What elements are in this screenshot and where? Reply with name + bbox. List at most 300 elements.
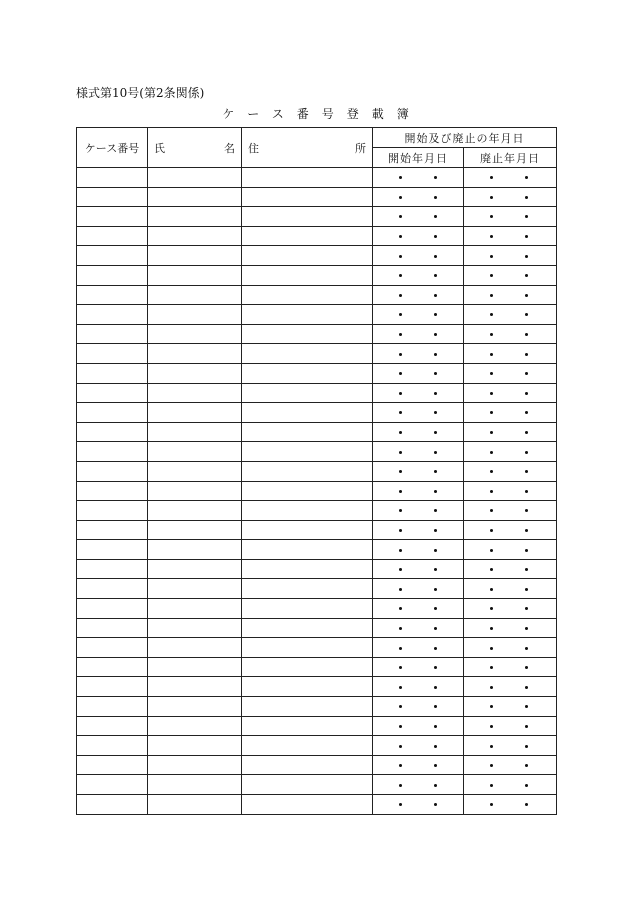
- date-separator-dot: [399, 745, 402, 748]
- register-row: [77, 168, 557, 188]
- date-separator-dot: [490, 549, 493, 552]
- name-cell: [148, 657, 242, 677]
- date-separator-dot: [434, 235, 437, 238]
- name-cell: [148, 795, 242, 815]
- date-separator-dot: [525, 745, 528, 748]
- case-number-cell: [77, 344, 148, 364]
- end-date-cell: [464, 403, 557, 423]
- date-separator-dot: [525, 255, 528, 258]
- date-separator-dot: [525, 490, 528, 493]
- date-separator-dot: [434, 705, 437, 708]
- register-row: [77, 520, 557, 540]
- date-separator-dot: [525, 333, 528, 336]
- date-separator-dot: [434, 255, 437, 258]
- end-date-cell: [464, 540, 557, 560]
- case-number-cell: [77, 540, 148, 560]
- address-cell: [242, 305, 373, 325]
- address-cell: [242, 285, 373, 305]
- address-cell: [242, 246, 373, 266]
- date-separator-dot: [490, 392, 493, 395]
- end-date-cell: [464, 501, 557, 521]
- register-body: [77, 168, 557, 815]
- address-cell: [242, 501, 373, 521]
- start-date-cell: [373, 697, 464, 717]
- register-row: [77, 618, 557, 638]
- date-separator-dot: [399, 196, 402, 199]
- date-separator-dot: [399, 274, 402, 277]
- register-row: [77, 461, 557, 481]
- start-date-cell: [373, 736, 464, 756]
- date-separator-dot: [525, 235, 528, 238]
- start-date-cell: [373, 207, 464, 227]
- name-cell: [148, 324, 242, 344]
- name-cell: [148, 305, 242, 325]
- date-separator-dot: [490, 255, 493, 258]
- date-separator-dot: [399, 353, 402, 356]
- date-separator-dot: [399, 411, 402, 414]
- name-cell: [148, 540, 242, 560]
- start-date-cell: [373, 305, 464, 325]
- end-date-cell: [464, 285, 557, 305]
- start-date-cell: [373, 461, 464, 481]
- date-separator-dot: [525, 686, 528, 689]
- address-cell: [242, 344, 373, 364]
- register-row: [77, 285, 557, 305]
- header-period-group: 開始及び廃止の年月日: [373, 128, 557, 148]
- date-separator-dot: [434, 686, 437, 689]
- end-date-cell: [464, 775, 557, 795]
- date-separator-dot: [490, 313, 493, 316]
- date-separator-dot: [434, 627, 437, 630]
- date-separator-dot: [434, 392, 437, 395]
- address-cell: [242, 226, 373, 246]
- name-cell: [148, 599, 242, 619]
- register-row: [77, 775, 557, 795]
- date-separator-dot: [525, 470, 528, 473]
- case-number-cell: [77, 422, 148, 442]
- end-date-cell: [464, 736, 557, 756]
- address-cell: [242, 363, 373, 383]
- address-cell: [242, 540, 373, 560]
- date-separator-dot: [525, 451, 528, 454]
- date-separator-dot: [525, 705, 528, 708]
- address-cell: [242, 657, 373, 677]
- date-separator-dot: [399, 215, 402, 218]
- header-address-left: 住: [248, 141, 259, 155]
- address-cell: [242, 736, 373, 756]
- name-cell: [148, 207, 242, 227]
- date-separator-dot: [525, 607, 528, 610]
- address-cell: [242, 677, 373, 697]
- address-cell: [242, 207, 373, 227]
- name-cell: [148, 501, 242, 521]
- case-number-cell: [77, 403, 148, 423]
- register-row: [77, 716, 557, 736]
- address-cell: [242, 168, 373, 188]
- start-date-cell: [373, 481, 464, 501]
- date-separator-dot: [525, 627, 528, 630]
- start-date-cell: [373, 168, 464, 188]
- address-cell: [242, 520, 373, 540]
- register-row: [77, 422, 557, 442]
- start-date-cell: [373, 501, 464, 521]
- address-cell: [242, 795, 373, 815]
- date-separator-dot: [490, 529, 493, 532]
- case-number-cell: [77, 716, 148, 736]
- name-cell: [148, 461, 242, 481]
- date-separator-dot: [399, 372, 402, 375]
- address-cell: [242, 461, 373, 481]
- date-separator-dot: [490, 666, 493, 669]
- date-separator-dot: [434, 411, 437, 414]
- address-cell: [242, 716, 373, 736]
- header-name: [148, 128, 242, 168]
- register-row: [77, 579, 557, 599]
- date-separator-dot: [434, 666, 437, 669]
- address-cell: [242, 324, 373, 344]
- end-date-cell: [464, 187, 557, 207]
- date-separator-dot: [399, 235, 402, 238]
- date-separator-dot: [434, 294, 437, 297]
- header-end-date: 廃止年月日: [464, 148, 557, 168]
- name-cell: [148, 638, 242, 658]
- date-separator-dot: [399, 627, 402, 630]
- register-row: [77, 207, 557, 227]
- address-cell: [242, 638, 373, 658]
- end-date-cell: [464, 207, 557, 227]
- date-separator-dot: [490, 451, 493, 454]
- address-cell: [242, 442, 373, 462]
- date-separator-dot: [490, 176, 493, 179]
- date-separator-dot: [490, 431, 493, 434]
- date-separator-dot: [490, 647, 493, 650]
- name-cell: [148, 285, 242, 305]
- date-separator-dot: [399, 705, 402, 708]
- end-date-cell: [464, 363, 557, 383]
- date-separator-dot: [434, 470, 437, 473]
- address-cell: [242, 403, 373, 423]
- form-number-label: 様式第10号(第2条関係): [76, 86, 205, 100]
- date-separator-dot: [490, 588, 493, 591]
- start-date-cell: [373, 363, 464, 383]
- date-separator-dot: [399, 451, 402, 454]
- register-row: [77, 795, 557, 815]
- register-row: [77, 599, 557, 619]
- date-separator-dot: [490, 568, 493, 571]
- case-number-cell: [77, 520, 148, 540]
- date-separator-dot: [434, 803, 437, 806]
- register-row: [77, 481, 557, 501]
- address-cell: [242, 618, 373, 638]
- header-case-number: ケース番号: [77, 128, 148, 168]
- date-separator-dot: [525, 196, 528, 199]
- register-row: [77, 344, 557, 364]
- name-cell: [148, 697, 242, 717]
- date-separator-dot: [490, 235, 493, 238]
- start-date-cell: [373, 599, 464, 619]
- case-number-cell: [77, 226, 148, 246]
- name-cell: [148, 481, 242, 501]
- end-date-cell: [464, 422, 557, 442]
- date-separator-dot: [490, 294, 493, 297]
- name-cell: [148, 520, 242, 540]
- date-separator-dot: [490, 803, 493, 806]
- date-separator-dot: [434, 647, 437, 650]
- date-separator-dot: [525, 176, 528, 179]
- name-cell: [148, 579, 242, 599]
- date-separator-dot: [490, 196, 493, 199]
- case-number-cell: [77, 383, 148, 403]
- case-number-cell: [77, 599, 148, 619]
- date-separator-dot: [399, 803, 402, 806]
- date-separator-dot: [490, 274, 493, 277]
- date-separator-dot: [490, 490, 493, 493]
- date-separator-dot: [399, 529, 402, 532]
- end-date-cell: [464, 638, 557, 658]
- date-separator-dot: [525, 392, 528, 395]
- name-cell: [148, 755, 242, 775]
- start-date-cell: [373, 618, 464, 638]
- date-separator-dot: [399, 607, 402, 610]
- name-cell: [148, 226, 242, 246]
- date-separator-dot: [399, 725, 402, 728]
- date-separator-dot: [525, 647, 528, 650]
- date-separator-dot: [525, 215, 528, 218]
- date-separator-dot: [399, 392, 402, 395]
- address-cell: [242, 599, 373, 619]
- case-number-cell: [77, 795, 148, 815]
- date-separator-dot: [490, 372, 493, 375]
- start-date-cell: [373, 559, 464, 579]
- register-row: [77, 442, 557, 462]
- case-number-cell: [77, 677, 148, 697]
- name-cell: [148, 618, 242, 638]
- start-date-cell: [373, 187, 464, 207]
- name-cell: [148, 422, 242, 442]
- case-number-cell: [77, 579, 148, 599]
- date-separator-dot: [490, 607, 493, 610]
- register-row: [77, 305, 557, 325]
- date-separator-dot: [434, 176, 437, 179]
- end-date-cell: [464, 168, 557, 188]
- case-number-cell: [77, 363, 148, 383]
- date-separator-dot: [490, 745, 493, 748]
- name-cell: [148, 187, 242, 207]
- end-date-cell: [464, 795, 557, 815]
- header-name-left: 氏: [154, 141, 165, 155]
- start-date-cell: [373, 442, 464, 462]
- case-number-cell: [77, 285, 148, 305]
- date-separator-dot: [490, 215, 493, 218]
- date-separator-dot: [434, 509, 437, 512]
- register-row: [77, 677, 557, 697]
- end-date-cell: [464, 481, 557, 501]
- date-separator-dot: [490, 470, 493, 473]
- register-row: [77, 265, 557, 285]
- name-cell: [148, 246, 242, 266]
- date-separator-dot: [490, 686, 493, 689]
- date-separator-dot: [490, 411, 493, 414]
- end-date-cell: [464, 246, 557, 266]
- date-separator-dot: [525, 784, 528, 787]
- date-separator-dot: [399, 784, 402, 787]
- date-separator-dot: [399, 176, 402, 179]
- register-row: [77, 403, 557, 423]
- register-row: [77, 363, 557, 383]
- date-separator-dot: [434, 333, 437, 336]
- start-date-cell: [373, 520, 464, 540]
- end-date-cell: [464, 657, 557, 677]
- date-separator-dot: [525, 372, 528, 375]
- header-start-date: 開始年月日: [373, 148, 464, 168]
- end-date-cell: [464, 226, 557, 246]
- case-number-cell: [77, 559, 148, 579]
- start-date-cell: [373, 677, 464, 697]
- case-number-cell: [77, 324, 148, 344]
- name-cell: [148, 363, 242, 383]
- date-separator-dot: [490, 509, 493, 512]
- name-cell: [148, 168, 242, 188]
- date-separator-dot: [434, 784, 437, 787]
- date-separator-dot: [434, 215, 437, 218]
- date-separator-dot: [434, 549, 437, 552]
- register-row: [77, 638, 557, 658]
- end-date-cell: [464, 697, 557, 717]
- address-cell: [242, 579, 373, 599]
- name-cell: [148, 383, 242, 403]
- date-separator-dot: [399, 431, 402, 434]
- date-separator-dot: [525, 411, 528, 414]
- case-number-cell: [77, 246, 148, 266]
- case-number-cell: [77, 461, 148, 481]
- date-separator-dot: [525, 588, 528, 591]
- date-separator-dot: [525, 666, 528, 669]
- address-cell: [242, 697, 373, 717]
- date-separator-dot: [490, 764, 493, 767]
- end-date-cell: [464, 618, 557, 638]
- date-separator-dot: [490, 705, 493, 708]
- end-date-cell: [464, 599, 557, 619]
- date-separator-dot: [399, 666, 402, 669]
- end-date-cell: [464, 344, 557, 364]
- start-date-cell: [373, 579, 464, 599]
- end-date-cell: [464, 461, 557, 481]
- name-cell: [148, 559, 242, 579]
- address-cell: [242, 775, 373, 795]
- start-date-cell: [373, 246, 464, 266]
- date-separator-dot: [525, 568, 528, 571]
- case-number-cell: [77, 775, 148, 795]
- date-separator-dot: [434, 745, 437, 748]
- date-separator-dot: [490, 784, 493, 787]
- date-separator-dot: [399, 568, 402, 571]
- date-separator-dot: [434, 431, 437, 434]
- start-date-cell: [373, 226, 464, 246]
- name-cell: [148, 442, 242, 462]
- name-cell: [148, 775, 242, 795]
- name-cell: [148, 677, 242, 697]
- register-row: [77, 540, 557, 560]
- date-separator-dot: [434, 372, 437, 375]
- case-number-cell: [77, 697, 148, 717]
- document-title: ケース番号登載簿: [222, 107, 422, 121]
- date-separator-dot: [525, 509, 528, 512]
- date-separator-dot: [399, 294, 402, 297]
- date-separator-dot: [525, 549, 528, 552]
- address-cell: [242, 559, 373, 579]
- start-date-cell: [373, 540, 464, 560]
- register-row: [77, 697, 557, 717]
- end-date-cell: [464, 324, 557, 344]
- register-row: [77, 324, 557, 344]
- start-date-cell: [373, 285, 464, 305]
- case-number-cell: [77, 207, 148, 227]
- date-separator-dot: [525, 529, 528, 532]
- start-date-cell: [373, 403, 464, 423]
- register-row: [77, 755, 557, 775]
- name-cell: [148, 344, 242, 364]
- name-cell: [148, 716, 242, 736]
- register-row: [77, 246, 557, 266]
- header-name-right: 名: [224, 141, 235, 155]
- start-date-cell: [373, 716, 464, 736]
- address-cell: [242, 481, 373, 501]
- date-separator-dot: [434, 725, 437, 728]
- date-separator-dot: [399, 764, 402, 767]
- register-row: [77, 657, 557, 677]
- date-separator-dot: [525, 274, 528, 277]
- date-separator-dot: [525, 313, 528, 316]
- register-row: [77, 383, 557, 403]
- date-separator-dot: [399, 490, 402, 493]
- case-number-register-table: [76, 127, 557, 815]
- case-number-cell: [77, 305, 148, 325]
- register-row: [77, 559, 557, 579]
- case-number-cell: [77, 442, 148, 462]
- register-row: [77, 501, 557, 521]
- header-address-right: 所: [355, 141, 366, 155]
- address-cell: [242, 187, 373, 207]
- case-number-cell: [77, 168, 148, 188]
- date-separator-dot: [490, 725, 493, 728]
- date-separator-dot: [434, 274, 437, 277]
- date-separator-dot: [399, 333, 402, 336]
- case-number-cell: [77, 187, 148, 207]
- name-cell: [148, 403, 242, 423]
- case-number-cell: [77, 481, 148, 501]
- date-separator-dot: [525, 764, 528, 767]
- date-separator-dot: [434, 764, 437, 767]
- name-cell: [148, 736, 242, 756]
- date-separator-dot: [434, 353, 437, 356]
- register-row: [77, 736, 557, 756]
- date-separator-dot: [490, 333, 493, 336]
- address-cell: [242, 755, 373, 775]
- date-separator-dot: [399, 255, 402, 258]
- start-date-cell: [373, 422, 464, 442]
- end-date-cell: [464, 716, 557, 736]
- date-separator-dot: [399, 313, 402, 316]
- start-date-cell: [373, 755, 464, 775]
- case-number-cell: [77, 618, 148, 638]
- date-separator-dot: [525, 353, 528, 356]
- date-separator-dot: [525, 431, 528, 434]
- date-separator-dot: [434, 568, 437, 571]
- date-separator-dot: [490, 353, 493, 356]
- date-separator-dot: [525, 725, 528, 728]
- date-separator-dot: [434, 588, 437, 591]
- date-separator-dot: [434, 196, 437, 199]
